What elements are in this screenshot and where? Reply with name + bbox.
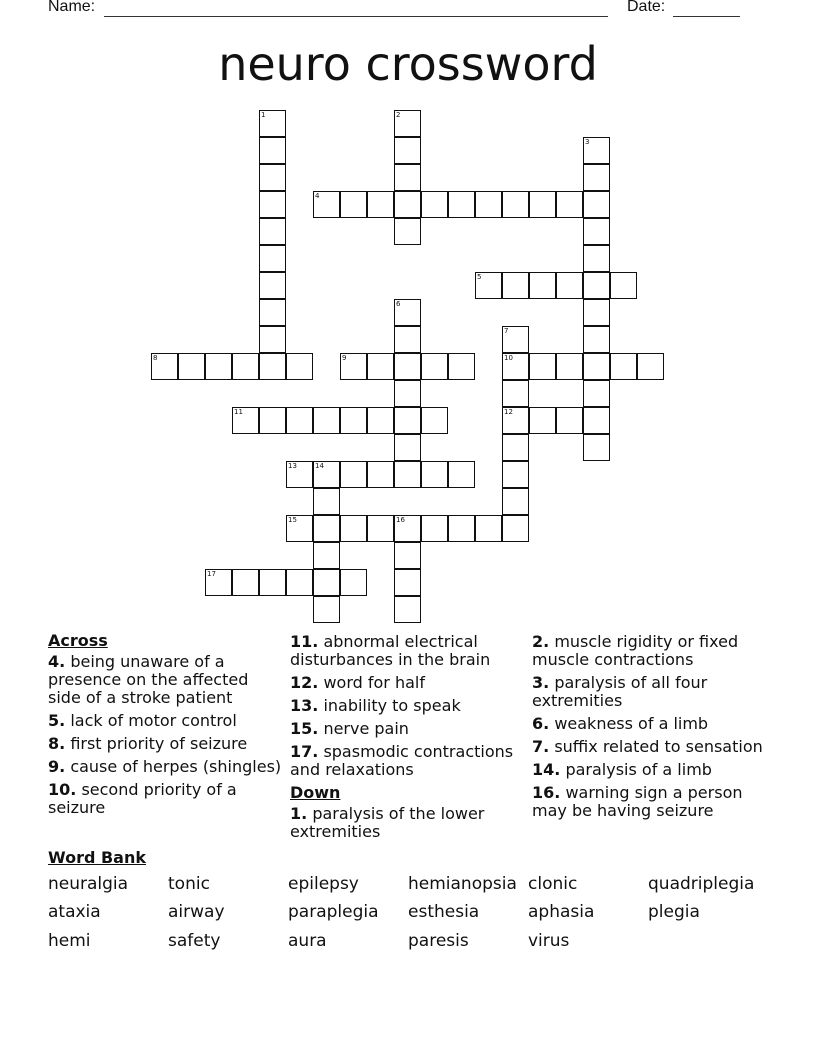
word-bank-item: paraplegia [288,902,379,922]
grid-cell[interactable] [286,407,313,434]
clue-number: 16 [396,516,405,524]
word-bank-item: safety [168,931,221,951]
grid-cell[interactable] [502,326,529,353]
clue-item [48,712,284,730]
clue-number: 11 [234,408,243,416]
grid-cell[interactable] [259,407,286,434]
word-bank-item: hemi [48,931,91,951]
clue-number: 9 [342,354,347,362]
clue-num: 1. [290,804,308,823]
clue-text: paralysis of the lower extremities [290,804,485,841]
grid-cell[interactable] [610,353,637,380]
grid-cell[interactable] [259,164,286,191]
grid-cell[interactable] [448,461,475,488]
clue-item [48,735,284,753]
clue-text: being unaware of a presence on the affected side of a stroke patient [48,652,249,707]
clue-number: 13 [288,462,297,470]
grid-cell[interactable] [205,569,232,596]
grid-cell[interactable] [583,272,610,299]
grid-cell[interactable] [529,191,556,218]
grid-cell[interactable] [421,515,448,542]
grid-cell[interactable] [583,407,610,434]
clue-number: 17 [207,570,216,578]
clue-num: 10. [48,780,77,799]
grid-cell[interactable] [394,434,421,461]
grid-cell[interactable] [502,407,529,434]
clue-text: nerve pain [323,719,409,738]
word-bank-item: quadriplegia [648,874,755,894]
grid-cell[interactable] [502,488,529,515]
word-bank-item: virus [528,931,570,951]
clue-num: 2. [532,632,550,651]
grid-cell[interactable] [394,380,421,407]
grid-cell[interactable] [259,353,286,380]
clue-text: paralysis of all four extremities [532,673,708,710]
grid-cell[interactable] [583,380,610,407]
clue-num: 17. [290,742,319,761]
clue-num: 14. [532,760,561,779]
grid-cell[interactable] [259,299,286,326]
clue-item [48,653,284,707]
grid-cell[interactable] [583,218,610,245]
grid-cell[interactable] [367,515,394,542]
grid-cell[interactable] [178,353,205,380]
clue-number: 6 [396,300,401,308]
clue-num: 15. [290,719,319,738]
grid-cell[interactable] [556,407,583,434]
clue-text: first priority of seizure [70,734,248,753]
grid-cell[interactable] [583,326,610,353]
word-bank-item: paresis [408,931,469,951]
clue-item [290,743,526,779]
grid-cell[interactable] [529,272,556,299]
grid-cell[interactable] [475,515,502,542]
clue-num: 8. [48,734,66,753]
grid-cell[interactable] [394,218,421,245]
clue-item [532,633,772,669]
grid-cell[interactable] [232,407,259,434]
clue-num: 13. [290,696,319,715]
grid-cell[interactable] [502,191,529,218]
clue-number: 14 [315,462,324,470]
grid-cell[interactable] [394,299,421,326]
grid-cell[interactable] [583,164,610,191]
grid-cell[interactable] [556,272,583,299]
clue-num: 3. [532,673,550,692]
clue-item [532,784,772,820]
grid-cell[interactable] [448,353,475,380]
clue-number: 15 [288,516,297,524]
clue-number: 10 [504,354,513,362]
clue-text: paralysis of a limb [565,760,712,779]
page-title: neuro crossword [218,37,598,91]
grid-cell[interactable] [340,191,367,218]
clue-text: inability to speak [323,696,461,715]
clue-num: 5. [48,711,66,730]
clue-num: 9. [48,757,66,776]
word-bank [48,874,778,964]
word-bank-item: esthesia [408,902,480,922]
grid-cell[interactable] [286,515,313,542]
date-label: Date: [627,0,666,15]
grid-cell[interactable] [583,137,610,164]
clue-num: 6. [532,714,550,733]
clues-column-2 [290,630,526,846]
grid-cell[interactable] [367,407,394,434]
clue-item [290,697,526,715]
grid-cell[interactable] [259,137,286,164]
grid-cell[interactable] [259,569,286,596]
grid-cell[interactable] [205,353,232,380]
clue-number: 4 [315,192,320,200]
grid-cell[interactable] [394,353,421,380]
grid-cell[interactable] [340,353,367,380]
clue-item [290,674,526,692]
grid-cell[interactable] [313,407,340,434]
word-bank-item: plegia [648,902,700,922]
grid-cell[interactable] [286,353,313,380]
grid-cell[interactable] [556,353,583,380]
grid-cell[interactable] [421,353,448,380]
word-bank-item: clonic [528,874,578,894]
grid-cell[interactable] [232,569,259,596]
clue-item [532,674,772,710]
grid-cell[interactable] [637,353,664,380]
clue-text: muscle rigidity or fixed muscle contractions [532,632,739,669]
grid-cell[interactable] [502,461,529,488]
grid-cell[interactable] [502,515,529,542]
grid-cell[interactable] [367,191,394,218]
grid-cell[interactable] [313,191,340,218]
clue-num: 4. [48,652,66,671]
grid-cell[interactable] [232,353,259,380]
grid-cell[interactable] [259,272,286,299]
word-bank-item: ataxia [48,902,101,922]
grid-cell[interactable] [583,353,610,380]
grid-cell[interactable] [394,461,421,488]
grid-cell[interactable] [421,461,448,488]
grid-cell[interactable] [421,407,448,434]
clue-item [48,781,284,817]
grid-cell[interactable] [583,191,610,218]
clue-item [290,805,526,841]
grid-cell[interactable] [394,326,421,353]
clue-item [532,761,772,779]
clue-item [532,715,772,733]
grid-cell[interactable] [421,191,448,218]
grid-cell[interactable] [394,137,421,164]
word-bank-item: aura [288,931,327,951]
grid-cell[interactable] [286,461,313,488]
down-heading: Down [290,783,341,802]
clues-column-1 [48,630,284,822]
grid-cell[interactable] [259,191,286,218]
clues-column-3 [532,630,772,825]
grid-cell[interactable] [367,353,394,380]
grid-cell[interactable] [340,569,367,596]
grid-cell[interactable] [313,461,340,488]
grid-cell[interactable] [313,542,340,569]
grid-cell[interactable] [286,569,313,596]
clue-text: weakness of a limb [554,714,709,733]
grid-cell[interactable] [259,326,286,353]
clue-item [48,758,284,776]
name-label: Name: [48,0,96,15]
grid-cell[interactable] [583,245,610,272]
clue-text: cause of herpes (shingles) [70,757,282,776]
grid-cell[interactable] [529,407,556,434]
clue-text: warning sign a person may be having seizure [532,783,743,820]
grid-cell[interactable] [313,569,340,596]
clue-text: suffix related to sensation [554,737,763,756]
grid-cell[interactable] [313,515,340,542]
grid-cell[interactable] [529,353,556,380]
clue-item [532,738,772,756]
grid-cell[interactable] [475,272,502,299]
grid-cell[interactable] [394,515,421,542]
clue-num: 11. [290,632,319,651]
clue-num: 16. [532,783,561,802]
clue-text: abnormal electrical disturbances in the brain [290,632,491,669]
clue-number: 3 [585,138,590,146]
word-bank-item: tonic [168,874,210,894]
grid-cell[interactable] [259,110,286,137]
grid-cell[interactable] [313,596,340,623]
grid-cell[interactable] [394,596,421,623]
grid-cell[interactable] [340,461,367,488]
clue-number: 7 [504,327,509,335]
grid-cell[interactable] [394,164,421,191]
grid-cell[interactable] [340,407,367,434]
across-heading: Across [48,631,108,650]
grid-cell[interactable] [259,218,286,245]
grid-cell[interactable] [610,272,637,299]
grid-cell[interactable] [340,515,367,542]
clue-number: 5 [477,273,482,281]
grid-cell[interactable] [313,488,340,515]
grid-cell[interactable] [394,407,421,434]
grid-cell[interactable] [475,191,502,218]
clue-number: 8 [153,354,158,362]
grid-cell[interactable] [502,380,529,407]
grid-cell[interactable] [394,110,421,137]
grid-cell[interactable] [448,515,475,542]
clue-text: second priority of a seizure [48,780,237,817]
word-bank-item: aphasia [528,902,595,922]
clue-num: 7. [532,737,550,756]
grid-cell[interactable] [394,569,421,596]
clue-num: 12. [290,673,319,692]
grid-cell[interactable] [151,353,178,380]
grid-cell[interactable] [394,191,421,218]
clue-item [290,633,526,669]
clue-text: word for half [323,673,425,692]
grid-cell[interactable] [556,191,583,218]
grid-cell[interactable] [448,191,475,218]
grid-cell[interactable] [502,272,529,299]
clue-text: spasmodic contractions and relaxations [290,742,514,779]
grid-cell[interactable] [394,542,421,569]
grid-cell[interactable] [583,434,610,461]
grid-cell[interactable] [583,299,610,326]
word-bank-title: Word Bank [48,848,147,867]
grid-cell[interactable] [502,353,529,380]
clue-item [290,720,526,738]
clue-number: 1 [261,111,266,119]
grid-cell[interactable] [367,461,394,488]
word-bank-item: hemianopsia [408,874,517,894]
clue-text: lack of motor control [70,711,237,730]
word-bank-item: epilepsy [288,874,359,894]
clue-number: 2 [396,111,401,119]
grid-cell[interactable] [502,434,529,461]
word-bank-item: airway [168,902,225,922]
grid-cell[interactable] [259,245,286,272]
clue-number: 12 [504,408,513,416]
word-bank-item: neuralgia [48,874,129,894]
